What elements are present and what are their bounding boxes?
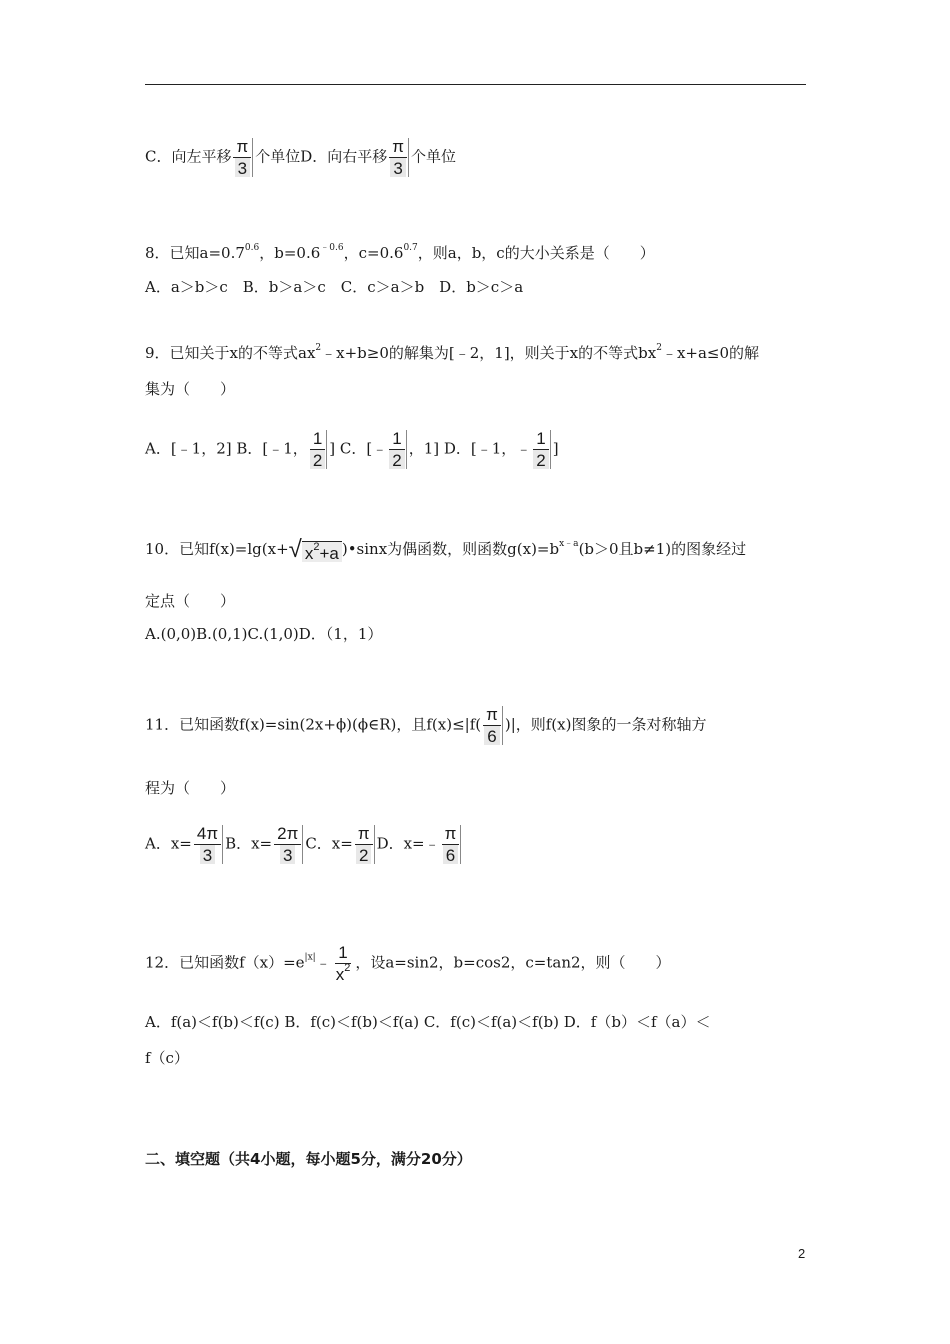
q7-options-cd: C．向左平移 $\frac{\pi}{3}$ 个单位D．向右平移 $\frac{\pi}{3}$ 个单位 [145,137,457,178]
q11-stem: 11．已知函数f(x)=sin(2x+ϕ)(ϕ∈R)，且f(x)≤|f( $\frac{\pi}{6}$ )|，则f(x)图象的一条对称轴方 [145,705,707,746]
q9-options: A．[﹣1，2] B．[﹣1， $\frac{1}{2}$ ] C．[﹣ $\frac{1}{2}$ ，1] D．[﹣1，﹣ $\frac{1}{2}$ ] [145,429,559,470]
page-number: 2 [798,1246,806,1261]
q9-stem: 9．已知关于x的不等式$ax^2﹣x+b\ge 0$的解集为[﹣2，1]，则关于x的不等式$bx^2﹣x+a\le 0$的解 [145,343,760,362]
q12-stem: 12．已知函数$f(x)=e^{|x|}﹣$ $\frac{1}{x^2}$ ，设a=sin2，b=cos2，c=tan2，则（ ） [145,943,671,984]
q12-options: A．f(a)＜f(b)＜f(c) B．f(c)＜f(b)＜f(a) C．f(c)＜f(a)＜f(b) D．f（b）＜f（a）＜ [145,1013,711,1031]
q8-stem: 8．已知$a=0.7^{0.6}$，$b=0.6^{﹣0.6}$，$c=0.6^{0.7}$，则a，b，c的大小关系是（ ） [145,243,655,262]
section-heading-fill-in: 二、填空题（共4小题，每小题5分，满分20分） [145,1150,472,1168]
q10-stem: 10．已知f(x)=lg(x+ √ $x^2+a$ )•sinx为偶函数，则函数$g(x)=b^{x﹣a}(b>0$且b≠1)的图象经过 [145,536,747,563]
fraction-one-half: $\frac{1}{2}$ [310,430,327,469]
q12-options-line2: f（c） [145,1049,189,1067]
q11-options: A．x= $\frac{4\pi}{3}$ B．x= $\frac{2\pi}{3}$ C．x= $\frac{\pi}{2}$ D．x=﹣ $\frac{\pi}{6}$ [145,825,463,864]
q8-options: A．a＞b＞c B．b＞a＞c C．c＞a＞b D．b＞c＞a [145,278,524,296]
fraction-pi-over-3: $\frac{\pi}{3}$ [389,138,409,177]
q7-option-c-prefix: C．向左平移 [145,147,232,166]
fraction-one-half: $\frac{1}{2}$ [389,430,406,469]
fraction-pi-over-6: $\frac{\pi}{6}$ [483,706,503,745]
fraction-pi-over-6: $\frac{\pi}{6}$ [442,825,462,864]
fraction-one-half: $\frac{1}{2}$ [533,430,550,469]
q10-stem-line2: 定点（ ） [145,592,236,610]
fraction-one-over-x-squared: $\frac{1}{x^2}$ [335,943,351,984]
header-rule [145,84,806,85]
q11-stem-line2: 程为（ ） [145,779,236,797]
q10-options: A.(0,0)B.(0,1)C.(1,0)D．（1，1） [145,625,383,643]
q7-option-d-prefix: D．向右平移 [300,147,388,166]
fraction-pi-over-2: $\frac{\pi}{2}$ [355,825,375,864]
sqrt-x2-plus-a: √ $x^2+a$ [289,538,342,562]
q9-stem-line2: 集为（ ） [145,380,236,398]
fraction-pi-over-3: $\frac{\pi}{3}$ [233,138,253,177]
fraction-2pi-over-3: $\frac{2\pi}{3}$ [274,825,303,864]
fraction-4pi-over-3: $\frac{4\pi}{3}$ [194,825,223,864]
